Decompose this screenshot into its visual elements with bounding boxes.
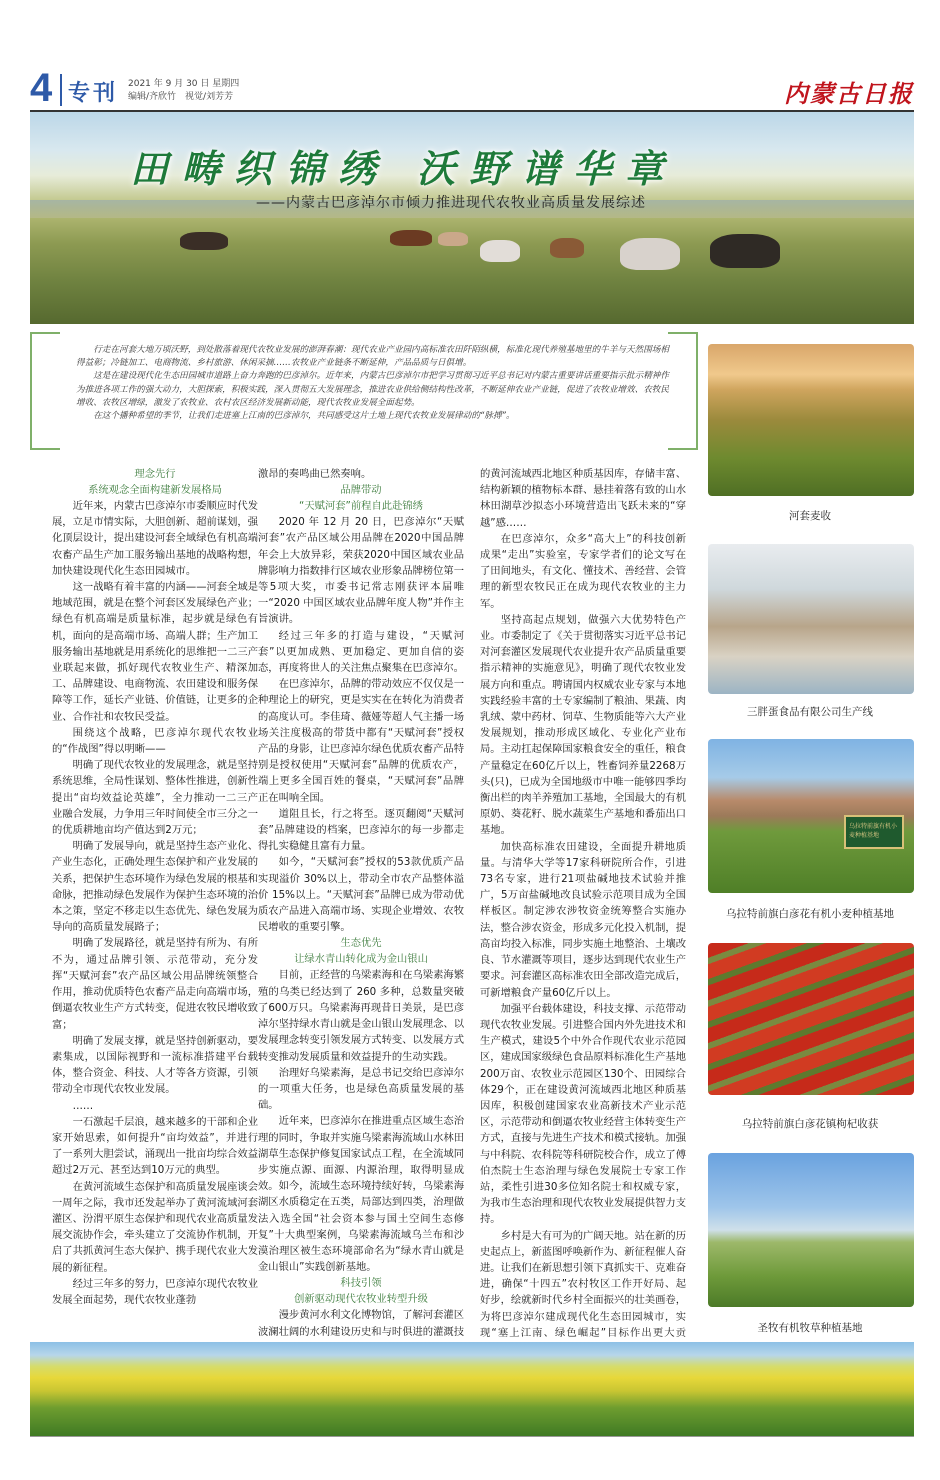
- photo-caption: 圣牧有机牧草种植基地: [757, 1322, 863, 1334]
- masthead-divider: [60, 74, 62, 106]
- section-subheading: 创新驱动现代农牧业转型升级: [294, 1293, 428, 1306]
- hero-banner: [30, 112, 914, 324]
- photo-wheat-harvest: [708, 344, 914, 496]
- bottom-field-banner: [30, 1342, 914, 1436]
- article-paragraph: 2020 年 12 月 20 日，巴彦淖尔“天赋河套”农产品区域公用品牌在2020中国品牌年会上大放异彩，荣获2020中国区域农业品牌影响力指数排行区域农业形象品牌榜位第一等5项大奖，市委书记常志刚获评本届唯一“2020 中国区域农业品牌年度人物”并作主旨演讲。: [258, 516, 464, 626]
- article-paragraph: 在黄河流域生态保护和高质量发展座谈会一周年之际，我市还发起举办了黄河流域河套灌区、汾渭平原生态保护和现代农业高质量发展交流协作会，牵头建立了交流协作机制，开启了共抓黄河生态大保护、携手现代农业大发展的新征程。: [52, 1180, 258, 1274]
- subheadline: ——内蒙古巴彦淖尔市倾力推进现代农牧业高质量发展综述: [256, 195, 646, 211]
- article-column-3: [480, 466, 686, 1357]
- horse-figure: [480, 240, 520, 262]
- article-paragraph: 近年来，巴彦淖尔在推进重点区域生态治理的同时，争取并实施乌梁素海流域山水林田湖草生态保护修复国家试点工程，在全流域同步实施点源、面源、内源治理，取得明显成效。如今，流域生态环境持续好转，乌梁素海湖区水质稳定在五类，局部达到四类，治理做法入选全国“社会资本参与国土空间生态修复”十大典型案例，乌梁素海流域乌兰布和沙漠治理区被生态环境部命名为“绿水青山就是金山银山”实践创新基地。: [258, 1115, 464, 1274]
- intro-text: [76, 344, 676, 423]
- horse-figure: [620, 238, 680, 270]
- article-paragraph: 治理好乌梁素海，是总书记交给巴彦淖尔的一项重大任务，也是绿色高质量发展的基础。: [258, 1066, 464, 1112]
- article-paragraph: 加强平台载体建设，科技支撑、示范带动现代农牧业发展。引进整合国内外先进技术和生产模式，建设5个中外合作现代农业示范园区，建成国家级绿色食品原料标准化生产基地200万亩、农牧业示范园区130个、田园综合体29个，正在建设黄河流域西北地区种质基因库，积极创建国家农业高新技术产业示范区，示范带动和倒逼农牧业经营主体转变生产方式，直接与先进生产技术和模式接轨。加强与中科院、农科院等科研院校合作，成立了傅伯杰院士生态治理与绿色发展院士专家工作站，柔性引进30多位知名院士和权威专家，为我市生态治理和现代农牧业发展提供智力支持。: [480, 1002, 686, 1226]
- photo-caption: 三胖蛋食品有限公司生产线: [747, 706, 873, 718]
- photo-caption: 河套麦收: [789, 510, 831, 522]
- photo-goji-harvest: [708, 943, 914, 1095]
- horse-figure: [438, 232, 468, 246]
- article-paragraph: 目前，正经营的乌梁素海和在乌梁素海繁殖的乌类已经达到了 260 多种，总数量突破了600万只。乌梁素海再现昔日美景，是巴彦淖尔坚持绿水青山就是金山银山发展理念、以发展理念转变引领发展方式转变、以发展方式转变推动发展质量和效益提升的生动实践。: [258, 969, 464, 1063]
- section-subheading: “天赋河套”前程自此赴锦绣: [299, 500, 423, 513]
- article-column-2: [258, 466, 464, 1356]
- page-number: 4: [30, 66, 53, 110]
- section-subheading: 理念先行: [134, 468, 176, 480]
- section-subheading: 品牌带动: [340, 484, 382, 497]
- article-paragraph: 在巴彦淖尔，众多“高大上”的科技创新成果“走出”实验室，专家学者们的论文写在了田间地头，有文化、懂技术、善经营、会管理的新型农牧民正在成为现代农牧业的主力军。: [480, 532, 686, 610]
- section-subheading: 科技引领: [340, 1277, 382, 1290]
- masthead: [30, 68, 914, 110]
- article-paragraph: 如今，“天赋河套”授权的53款优质产品实现溢价 30%以上，带动全市农产品整体溢价 15%以上。“天赋河套”品牌已成为带动优质农产品进入高端市场、实现企业增效、农牧民增收的重要引擎。: [258, 856, 464, 934]
- intro-frame-left: [30, 332, 60, 450]
- section-name: 专刊: [68, 81, 119, 106]
- article-paragraph: 加快高标准农田建设，全面提升耕地质量。与清华大学等17家科研院所合作，引进73名专家，进行21项盐碱地技术试验并推广，5万亩盐碱地改良试验示范项目成为全国样板区。制定涉农涉牧资金统筹整合实施办法，整合涉农资金，形成多元化投入机制，提高亩均投入标准，同步实施土地整治、土壤改良、节水灌溉等项目，逐步达到现代农业生产要求。河套灌区高标准农田全部改造完成后，可新增粮食产量60亿斤以上。: [480, 840, 686, 999]
- article-column-1: [52, 466, 258, 1308]
- section-subheading: 生态优先: [340, 937, 382, 950]
- headline: 田畴织锦绣 沃野谱华章: [130, 146, 678, 191]
- article-paragraph: 的黄河流域西北地区种质基因库，存储丰富、结构新颖的植物标本群、悬挂着落有致的山水林田湖草沙拟态小环境营造出飞跃未来的“穿越”感……: [480, 468, 686, 529]
- photo-caption: 乌拉特前旗白彦花有机小麦种植基地: [726, 908, 894, 920]
- article-paragraph: 近年来，内蒙古巴彦淖尔市委顺应时代发展，立足市情实际，大胆创新、超前谋划，强化顶层设计，提出建设河套全域绿色有机高端农畜产品生产加工服务输出基地的战略构想，加快建设现代化生态田园城市。: [52, 500, 258, 577]
- article-paragraph: 在巴彦淖尔，品牌的带动效应不仅仅是一种理论上的研究，更是实实在在转化为消费者的高度认可。李佳琦、薇娅等超人气主播一场场关注度极高的带货中都有“天赋河套”授权产品的身影，让巴彦淖尔绿色优质农畜产品特别是授权使用“天赋河套”品牌的优质农产，端上更多全国百姓的餐桌，“天赋河套”品牌正在叫响全国。: [258, 678, 464, 804]
- intro-paragraph: 这是在建设现代化生态田园城市道路上奋力奔跑的巴彦淖尔。近年来，内蒙古巴彦淖尔市把学习贯彻习近平总书记对内蒙古重要讲话重要指示批示精神作为推进各项工作的强大动力，大胆探索，积极实践，深入贯彻五大发展理念，推进农业供给侧结构性改革，不断延伸农业产业链，促进了农牧业增效、农牧民增收、农牧区增绿，激发了农牧业、农村农区经济发展新动能，现代农牧业发展全面起势。: [76, 371, 669, 408]
- horse-figure: [390, 230, 432, 246]
- newspaper-name: 内蒙古日报: [784, 79, 914, 108]
- article-paragraph: 明确了发展导向，就是坚持生态产业化、产业生态化，正确处理生态保护和产业发展的关系，把保护生态环境作为绿色发展的根基和命脉，把推动绿色发展作为保护生态环境的治本之策，坚定不移走以生态优先、绿色发展为导向的高质量发展路子；: [52, 840, 258, 934]
- intro-box: [30, 330, 698, 454]
- horse-figure: [550, 238, 584, 258]
- article-paragraph: 道阻且长，行之将至。逐页翻阅“天赋河套”品牌建设的档案，巴彦淖尔的每一步都走得扎实稳健且富有力量。: [258, 807, 464, 853]
- article-paragraph: 围绕这个战略，巴彦淖尔现代农牧业的“作战图”得以明晰——: [52, 726, 258, 756]
- editor-line: 编辑/齐欣竹 视觉/刘芳芳: [128, 92, 234, 102]
- photo-production-line: [708, 544, 914, 694]
- article-paragraph: 经过三年多的努力，巴彦淖尔现代农牧业发展全面起势，现代农牧业蓬勃: [52, 1277, 258, 1306]
- horse-figure: [710, 234, 780, 268]
- article-paragraph: 明确了发展路径，就是坚持有所为、有所不为，通过品牌引领、示范带动，充分发挥“天赋河套”农产品区域公用品牌统领整合作用，推动优质特色农畜产品走向高端市场，倒逼农牧业生产方式转变，促进农牧民增收致富；: [52, 937, 258, 1031]
- photo-wheat-base: [708, 739, 914, 893]
- intro-paragraph: 行走在河套大地万顷沃野，到处散落着现代农牧业发展的澎湃春潮：现代农业产业园内高标准农田阡陌纵横，标准化现代养殖基地里的牛羊与天然围场相得益彰；冷链加工、电商物流、乡村旅游、休闲采摘……农牧业产业链条不断延伸，产品品质与日俱增。: [76, 345, 669, 369]
- date-line: 2021 年 9 月 30 日 星期四: [128, 79, 240, 89]
- article-paragraph: 乡村是大有可为的广阔天地。站在新的历史起点上，新蓝图呼唤新作为、新征程催人奋进。让我们在新思想引领下真抓实干、克难奋进，确保“十四五”农村牧区工作开好局、起好步，绘就新时代乡村全面振兴的壮美画卷，为将巴彦淖尔建成现代化生态田园城市，实现“塞上江南、绿色崛起”目标作出更大贡: [480, 1229, 686, 1339]
- article-paragraph: 坚持高起点规划，做强六大优势特色产业。市委制定了《关于贯彻落实习近平总书记对河套灌区发展现代农业提升农产品质量重要指示精神的实施意见》，明确了现代农牧业发展方向和重点。聘请国内权威农业专家与本地实践经验丰富的土专家编制了粮油、果蔬、肉乳绒、蒙中药材、饲草、生物质能等六大产业发展规划，推动形成区域化、专业化产业布局。主动扛起保障国家粮食安全的重任，粮食产量稳定在60亿斤以上，牲畜饲养量2268万头(只)，已成为全国地级市中唯一能够四季均衡出栏的肉羊养殖加工基地，全国最大的有机原奶、葵花籽、脱水蔬菜生产基地和番茄出口基地。: [480, 613, 686, 837]
- article-paragraph: 明确了发展支撑，就是坚持创新驱动，要素集成，以国际视野和一流标准搭建平台载体，整合资金、科技、人才等各方资源，引领带动全市现代农牧业发展。: [52, 1034, 258, 1096]
- article-paragraph: 这一战略有着丰富的内涵——河套全域是地域范围，就是在整个河套区发展绿色产业；绿色有机高端是质量标准，起步就是绿色有机，面向的是高端市场、高端人群；生产加工服务输出基地就是用系统化的思维把一二三产业联起来做，抓好现代农牧业生产、精深加工、品牌建设、电商物流、农田建设和服务保障等工作，延长产业链、价值链，让更多的企业、合作社和农牧民受益。: [52, 581, 258, 723]
- article-paragraph: 经过三年多的打造与建设，“天赋河套”以更加成熟、更加稳定、更加自信的姿态，再度将世人的关注焦点聚集在巴彦淖尔。: [258, 629, 464, 675]
- base-sign: [844, 815, 904, 849]
- article-paragraph: ……: [72, 1099, 94, 1112]
- intro-paragraph: 在这个播种希望的季节，让我们走进塞上江南的巴彦淖尔，共同感受这片土地上现代农牧业发展律动的“脉搏”。: [93, 411, 515, 422]
- photo-caption: 乌拉特前旗白彦花镇枸杞收获: [741, 1118, 879, 1130]
- article-paragraph: 漫步黄河水利文化博物馆，了解河套灌区波澜壮阔的水利建设历史和与时俱进的灌溉技: [258, 1309, 464, 1338]
- section-subheading: 让绿水青山转化成为金山银山: [294, 953, 428, 966]
- article-paragraph: 明确了现代农牧业的发展理念，就是坚持系统思维，全局性谋划、整体性推进，创新性提出“亩均效益论英雄”，全力推动一二三产业融合发展，力争用三年时间使全市三分之一的优质耕地亩均产值达到2万元；: [52, 759, 258, 837]
- article-paragraph: 激昂的奏鸣曲已然奏响。: [258, 468, 372, 480]
- photo-forage-base: [708, 1153, 914, 1307]
- article-paragraph: 一石激起千层浪，越来越多的干部和企业家开始思索，如何提升“亩均效益”，并进行了一系列大胆尝试，涌现出一批亩均综合效益超过2万元、甚至达到10万元的典型。: [52, 1115, 258, 1177]
- sign-text: 乌拉特前旗有机小麦种植基地: [849, 823, 898, 839]
- masthead-meta: [128, 78, 239, 104]
- horse-figure: [180, 232, 228, 250]
- bottom-rule: [30, 1436, 914, 1437]
- section-subheading: 系统观念全面构建新发展格局: [88, 484, 222, 496]
